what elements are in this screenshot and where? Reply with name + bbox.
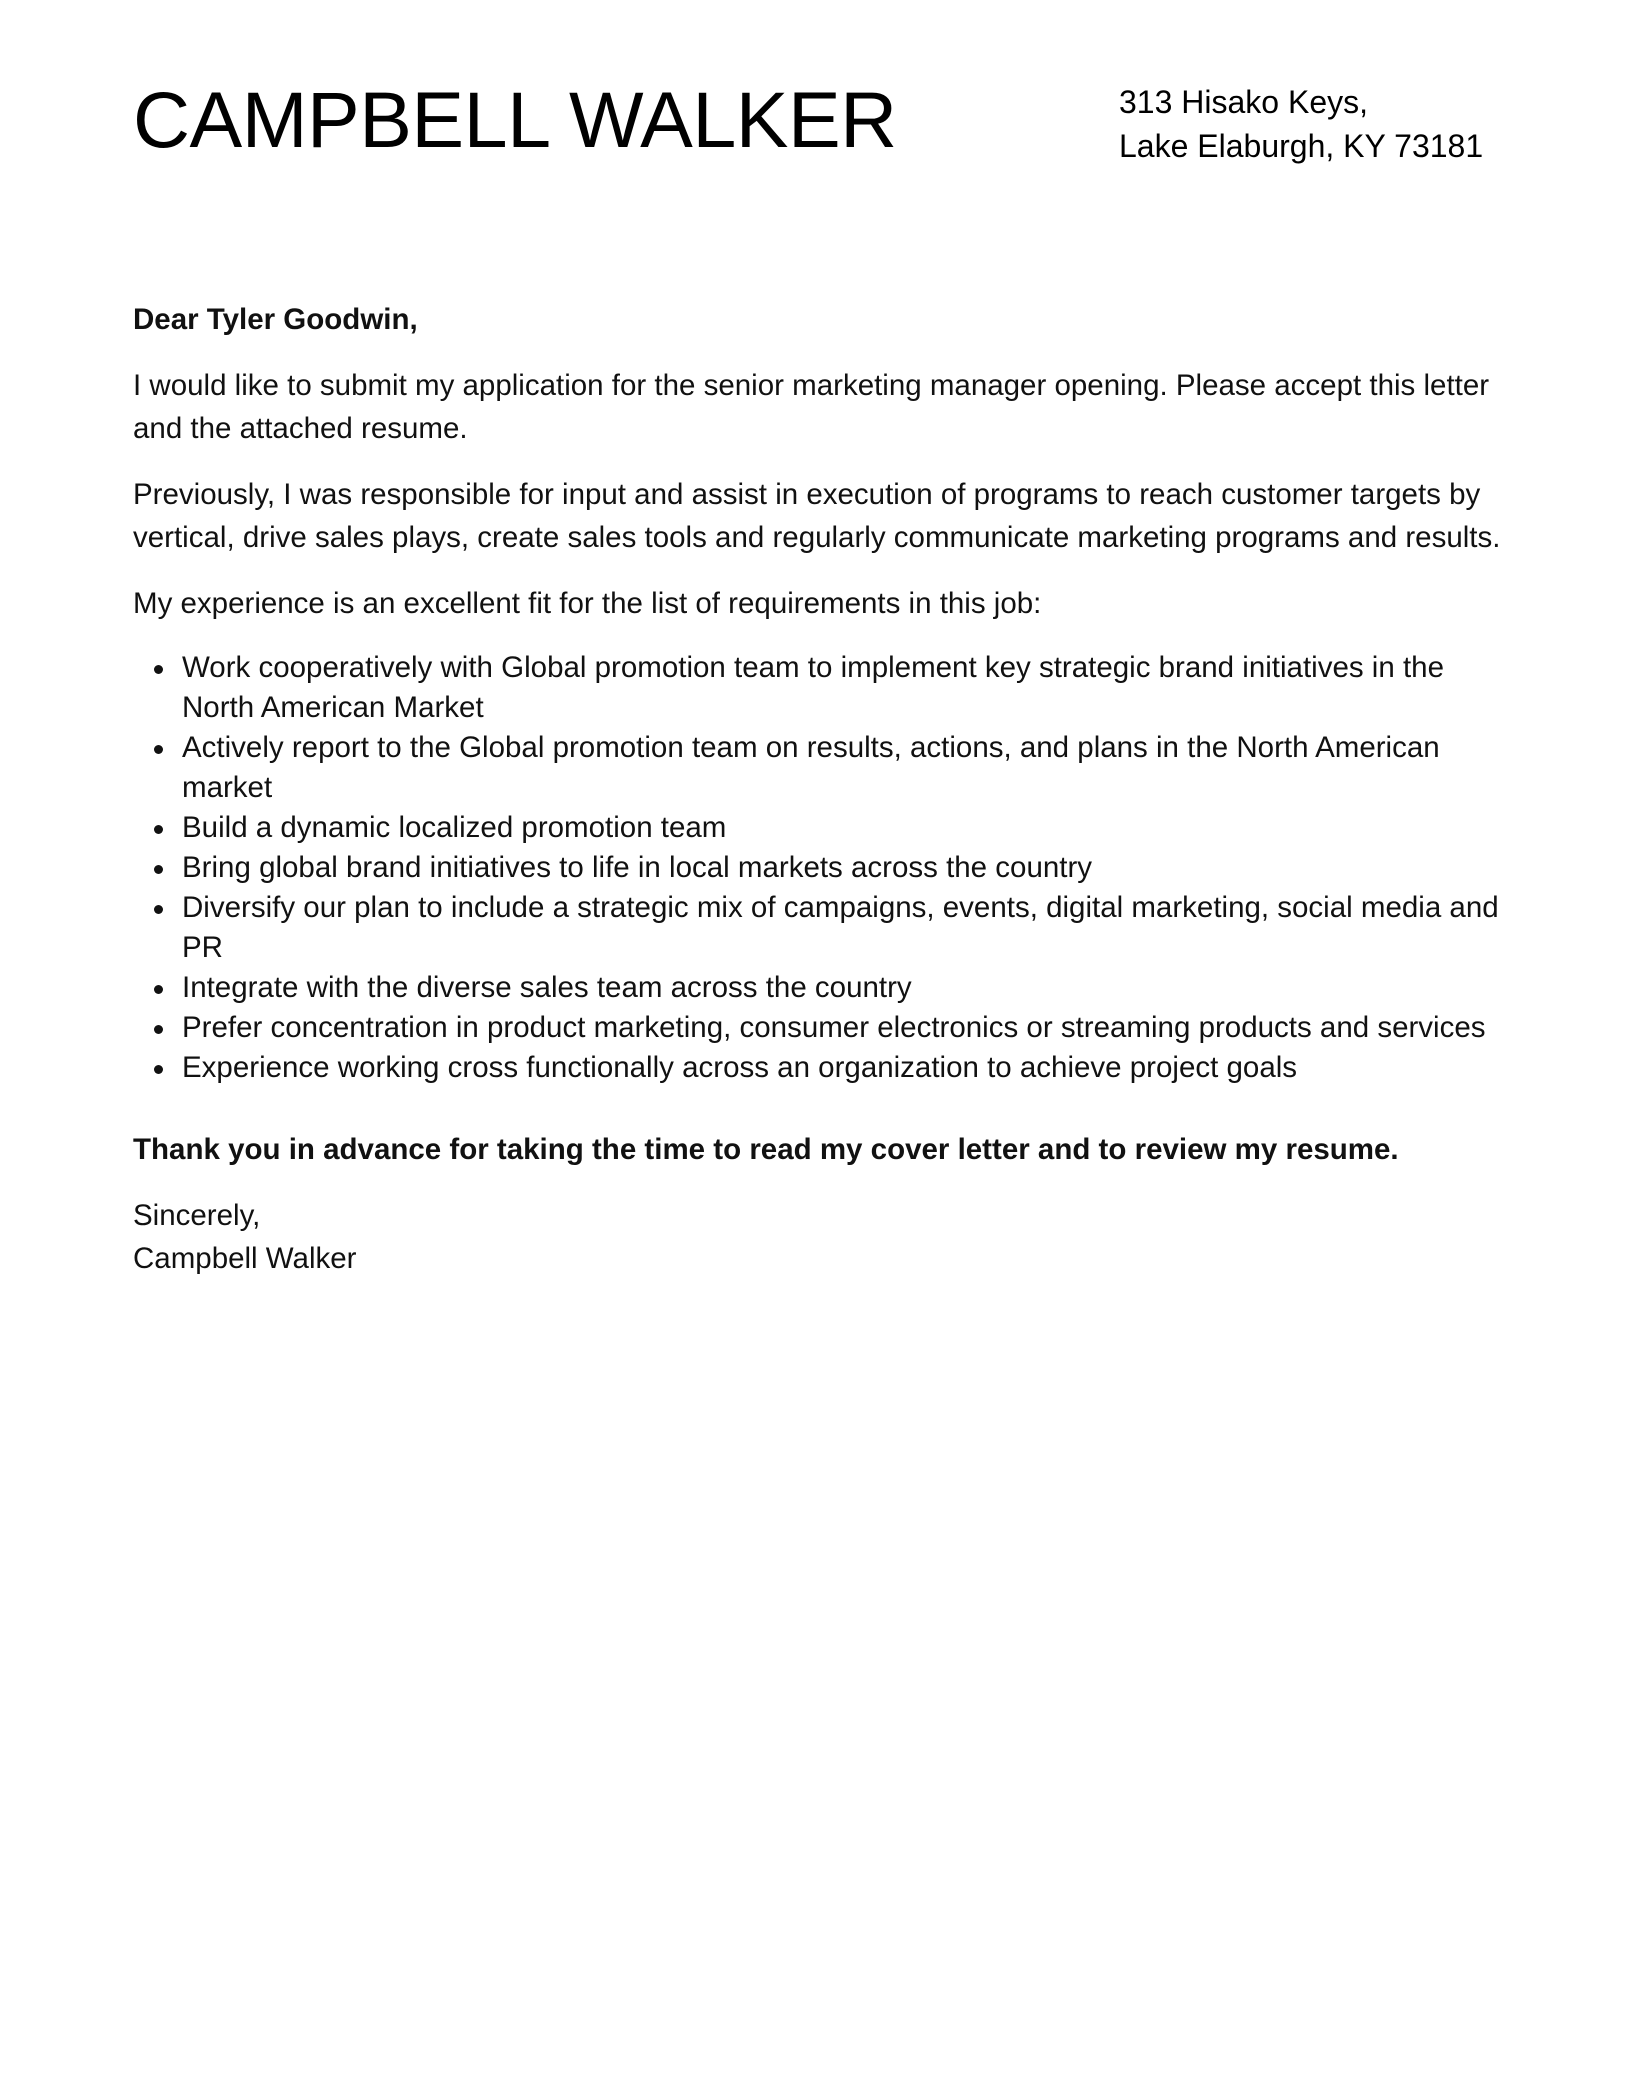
list-item: Actively report to the Global promotion team on results, actions, and plans in the North American market	[182, 728, 1503, 808]
applicant-name: CAMPBELL WALKER	[133, 75, 897, 164]
address-line-1: 313 Hisako Keys,	[1119, 84, 1369, 120]
address-line-2: Lake Elaburgh, KY 73181	[1119, 128, 1484, 164]
signature-name: Campbell Walker	[133, 1242, 357, 1275]
signoff-block	[133, 1194, 1503, 1280]
list-item: Work cooperatively with Global promotion team to implement key strategic brand initiatives in the North American Market	[182, 648, 1503, 728]
salutation: Dear Tyler Goodwin,	[133, 303, 418, 336]
list-item: Integrate with the diverse sales team across the country	[182, 968, 1503, 1008]
signoff: Sincerely,	[133, 1199, 261, 1232]
fit-intro-paragraph: My experience is an excellent fit for the list of requirements in this job:	[133, 587, 1042, 620]
list-item: Prefer concentration in product marketing, consumer electronics or streaming products and services	[182, 1008, 1503, 1048]
list-item: Experience working cross functionally across an organization to achieve project goals	[182, 1048, 1503, 1088]
requirements-list	[133, 648, 1503, 1088]
list-item: Build a dynamic localized promotion team	[182, 808, 1503, 848]
list-item: Diversify our plan to include a strategic mix of campaigns, events, digital marketing, social media and PR	[182, 888, 1503, 968]
previous-experience-paragraph: Previously, I was responsible for input and assist in execution of programs to reach customer targets by vertical, drive sales plays, create sales tools and regularly communicate marketing programs and results.	[133, 478, 1501, 554]
intro-paragraph: I would like to submit my application for the senior marketing manager opening. Please accept this letter and the attached resume.	[133, 369, 1490, 445]
applicant-address	[1119, 80, 1483, 168]
closing-paragraph: Thank you in advance for taking the time to read my cover letter and to review my resume.	[133, 1133, 1399, 1166]
letter-body	[133, 298, 1503, 1303]
list-item: Bring global brand initiatives to life in local markets across the country	[182, 848, 1503, 888]
